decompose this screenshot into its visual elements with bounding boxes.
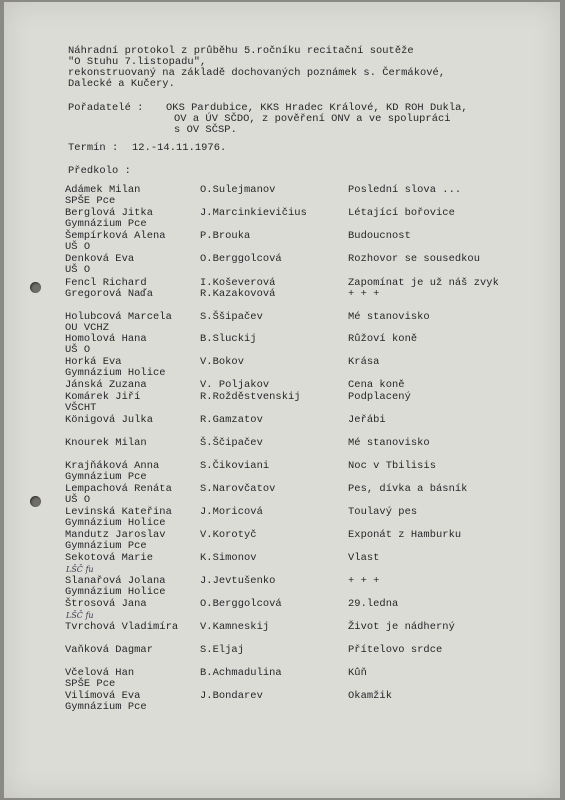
entry-title: Mé stanovisko <box>348 437 430 449</box>
entry-title: Poslední slova ... <box>348 184 462 196</box>
entry-name: Homolová Hana <box>65 333 147 345</box>
entry-title: Jeřábi <box>348 414 386 426</box>
entry-name: Slanařová Jolana <box>65 575 166 587</box>
entry-author: S.Ššipačev <box>200 311 263 323</box>
document-title-line4: Dalecké a Kučery. <box>68 78 175 90</box>
punch-hole <box>30 282 41 293</box>
entry-author: S.Narovčatov <box>200 483 276 495</box>
entry-name: Lempachová Renáta <box>65 483 172 495</box>
entry-name: Denková Eva <box>65 253 135 265</box>
entry-author: O.Berggolcová <box>200 253 282 265</box>
entry-name: Krajňáková Anna <box>65 460 160 472</box>
entry-title: Exponát z Hamburku <box>348 529 462 541</box>
document-title-line2: "O Stuhu 7.listopadu", <box>68 56 207 68</box>
entry-author: R.Gamzatov <box>200 414 263 426</box>
entry-title: Krása <box>348 356 380 368</box>
handwritten-note: LŠČ fu <box>66 565 94 574</box>
entry-author: Š.Ščipačev <box>200 437 263 449</box>
entry-school: Gymnázium Pce <box>65 471 147 483</box>
document-title-line1: Náhradní protokol z průběhu 5.ročníku recitační soutěže <box>68 45 414 57</box>
entry-author: O.Berggolcová <box>200 598 282 610</box>
entry-school: OU VCHZ <box>65 322 109 334</box>
entry-author: S.Eljaj <box>200 644 244 656</box>
organizers-line1: OKS Pardubice, KKS Hradec Králové, KD ROH Dukla, <box>166 102 468 114</box>
entry-author: J.Bondarev <box>200 690 263 702</box>
entry-school: Gymnázium Holice <box>65 367 166 379</box>
organizers-label: Pořadatelé : <box>68 102 144 114</box>
entry-author: O.Sulejmanov <box>200 184 276 196</box>
entry-author: R.Kazakovová <box>200 288 276 300</box>
entry-name: Štrosová Jana <box>65 598 147 610</box>
entry-title: + + + <box>348 575 380 587</box>
entry-author: V.Kamneskij <box>200 621 270 633</box>
punch-hole <box>30 496 41 507</box>
entry-name: Vaňková Dagmar <box>65 644 153 656</box>
entry-title: Kůň <box>348 667 367 679</box>
entry-title: Přítelovo srdce <box>348 644 443 656</box>
entry-author: V.Bokov <box>200 356 244 368</box>
entry-school: Gymnázium Pce <box>65 701 147 713</box>
entry-name: Včelová Han <box>65 667 135 679</box>
entry-name: Šempírková Alena <box>65 230 166 242</box>
entry-name: Adámek Milan <box>65 184 141 196</box>
entry-author: V.Korotyč <box>200 529 257 541</box>
entry-title: Toulavý pes <box>348 506 418 518</box>
entry-name: Mandutz Jaroslav <box>65 529 166 541</box>
entry-author: R.Rožděstvenskij <box>200 391 301 403</box>
entry-school: Gymnázium Pce <box>65 540 147 552</box>
term-value: 12.-14.11.1976. <box>132 142 227 154</box>
entry-school: UŠ O <box>65 241 91 253</box>
entry-name: Tvrchová Vladimíra <box>65 621 179 633</box>
entry-name: Holubcová Marcela <box>65 311 172 323</box>
entry-school: Gymnázium Pce <box>65 218 147 230</box>
entry-school: SPŠE Pce <box>65 195 116 207</box>
entry-title: Mé stanovisko <box>348 311 430 323</box>
organizers-line3: s OV SČSP. <box>174 124 237 136</box>
entry-title: Okamžik <box>348 690 392 702</box>
entry-name: Jánská Zuzana <box>65 379 147 391</box>
entry-title: Rozhovor se sousedkou <box>348 253 480 265</box>
entry-title: Zapomínat je už náš zvyk <box>348 277 499 289</box>
entry-title: Noc v Tbilisis <box>348 460 436 472</box>
entry-title: Létající bořovice <box>348 207 455 219</box>
document-title-line3: rekonstruovaný na základě dochovaných poznámek s. Čermákové, <box>68 67 446 79</box>
entry-title: 29.ledna <box>348 598 399 610</box>
entry-name: Levinská Kateřina <box>65 506 172 518</box>
entry-school: VŠCHT <box>65 402 97 414</box>
section-title: Předkolo : <box>68 165 131 177</box>
entry-title: Pes, dívka a básník <box>348 483 468 495</box>
entry-name: Fencl Richard <box>65 277 147 289</box>
entry-title: Podplacený <box>348 391 411 403</box>
entry-author: V. Poljakov <box>200 379 270 391</box>
entry-school: UŠ O <box>65 494 91 506</box>
entry-author: J.Jevtušenko <box>200 575 276 587</box>
entry-name: Knourek Milan <box>65 437 147 449</box>
entry-name: Königová Julka <box>65 414 153 426</box>
entry-title: Cena koně <box>348 379 405 391</box>
entry-name: Berglová Jitka <box>65 207 153 219</box>
entry-school: SPŠE Pce <box>65 678 116 690</box>
entry-author: I.Koševerová <box>200 277 276 289</box>
entry-school: Gymnázium Holice <box>65 517 166 529</box>
entry-name: Sekotová Marie <box>65 552 153 564</box>
entry-school: Gymnázium Holice <box>65 586 166 598</box>
entry-author: S.Čikoviani <box>200 460 270 472</box>
entry-author: B.Sluckij <box>200 333 257 345</box>
term-label: Termín : <box>68 142 119 154</box>
entry-title: + + + <box>348 288 380 300</box>
entry-title: Budoucnost <box>348 230 411 242</box>
entry-name: Vilímová Eva <box>65 690 141 702</box>
entry-school: UŠ O <box>65 264 91 276</box>
entry-title: Život je nádherný <box>348 621 455 633</box>
entry-name: Gregorová Naďa <box>65 288 153 300</box>
entry-title: Růžoví koně <box>348 333 418 345</box>
entry-author: J.Moricová <box>200 506 263 518</box>
organizers-line2: OV a ÚV SČDO, z pověření ONV a ve spolupráci <box>174 113 451 125</box>
entry-name: Horká Eva <box>65 356 122 368</box>
entry-name: Komárek Jiří <box>65 391 141 403</box>
entry-title: Vlast <box>348 552 380 564</box>
entry-school: UŠ O <box>65 344 91 356</box>
handwritten-note: LŠČ fu <box>66 611 94 620</box>
entry-author: B.Achmadulina <box>200 667 282 679</box>
entry-author: K.Simonov <box>200 552 257 564</box>
entry-author: P.Brouka <box>200 230 251 242</box>
entry-author: J.Marcinkievičius <box>200 207 307 219</box>
